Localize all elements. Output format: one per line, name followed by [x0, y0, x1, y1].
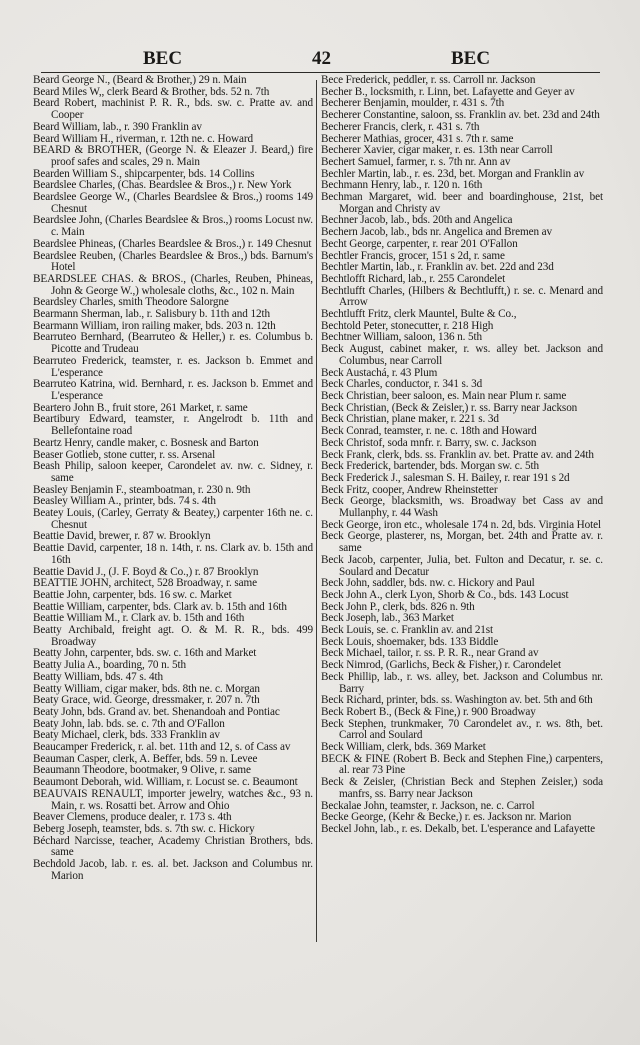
directory-entry: Beck Frederick J., salesman S. H. Bailey, r. rear 191 s 2d	[321, 471, 570, 484]
right-column	[321, 75, 603, 836]
directory-entry: Beaumann Theodore, bootmaker, 9 Olive, r. same	[33, 764, 251, 777]
directory-entry: Beck Robert B., (Beck & Fine,) r. 900 Broadway	[321, 705, 536, 718]
directory-entry: Beartero John B., fruit store, 261 Market, r. same	[33, 401, 248, 414]
directory-entry: Beck George, iron etc., wholesale 174 n. 2d, bds. Virginia Hotel	[321, 518, 602, 531]
directory-entry: Beaumont Deborah, wid. William, r. Locust se. c. Beaumont	[33, 776, 298, 789]
directory-entry: Becke George, (Kehr & Becke,) r. es. Jackson nr. Marion	[321, 811, 572, 824]
directory-entry: Bechtner William, saloon, 136 n. 5th	[321, 331, 483, 344]
directory-entry: Beardslee Phineas, (Charles Beardslee & Bros.,) r. 149 Chesnut	[33, 237, 312, 250]
directory-entry: Beck Phillip, lab., r. ws. alley, bet. Jackson and Columbus nr. Barry	[321, 670, 603, 695]
directory-entry: Bechert Samuel, farmer, r. s. 7th nr. Ann av	[321, 155, 511, 168]
directory-entry: Beattie David J., (J. F. Boyd & Co.,) r. 87 Brooklyn	[33, 565, 259, 578]
directory-entry: Beattie William M., r. Clark av. b. 15th and 16th	[33, 612, 245, 625]
directory-entry: Beardslee Charles, (Chas. Beardslee & Bros.,) r. New York	[33, 179, 292, 192]
page-header	[40, 48, 600, 72]
directory-entry: Bechtlufft Charles, (Hilbers & Bechtlufft,) r. se. c. Menard and Arrow	[321, 284, 603, 309]
directory-entry: Beartibury Edward, teamster, r. Angelrodt b. 11th and Bellefontaine road	[33, 413, 313, 438]
directory-entry: BEARD & BROTHER, (George N. & Eleazer J. Beard,) fire proof safes and scales, 29 n. Main	[33, 144, 313, 168]
directory-entry: Beck Frederick, bartender, bds. Morgan sw. c. 5th	[321, 460, 540, 473]
directory-entry: Beaser Gotlieb, stone cutter, r. ss. Arsenal	[33, 448, 216, 461]
directory-entry: Becherer Xavier, cigar maker, r. es. 13th near Carroll	[321, 144, 553, 157]
directory-entry: Beard Miles W,, clerk Beard & Brother, bds. 52 n. 7th	[33, 85, 270, 98]
directory-entry: Beck Nimrod, (Garlichs, Beck & Fisher,) r. Carondelet	[321, 659, 562, 672]
directory-entry: Bechtold Peter, stonecutter, r. 218 High	[321, 319, 494, 332]
directory-entry: Beck August, cabinet maker, r. ws. alley bet. Jackson and Columbus, near Carroll	[321, 343, 603, 367]
directory-entry: Beck Charles, conductor, r. 341 s. 3d	[321, 378, 483, 391]
directory-entry: Bechner Jacob, lab., bds. 20th and Angelica	[321, 214, 513, 227]
directory-entry: Becher B., locksmith, r. Linn, bet. Lafayette and Geyer av	[321, 85, 575, 98]
directory-entry: Bearruteo Katrina, wid. Bernhard, r. es. Jackson b. Emmet and L'esperance	[33, 378, 313, 402]
directory-entry: Bechtler Francis, grocer, 151 s 2d, r. same	[321, 249, 505, 262]
directory-entry: Beck Christof, soda mnfr. r. Barry, sw. c. Jackson	[321, 436, 537, 449]
directory-entry: Beck Joseph, lab., 363 Market	[321, 612, 454, 625]
directory-entry: Beard George N., (Beard & Brother,) 29 n. Main	[33, 74, 247, 86]
directory-entry: Beaucamper Frederick, r. al. bet. 11th and 12, s. of Cass av	[33, 741, 291, 754]
directory-entry: Beck William, clerk, bds. 369 Market	[321, 741, 486, 754]
directory-entry: Bearmann William, iron railing maker, bds. 203 n. 12th	[33, 319, 276, 332]
directory-entry: Beck Richard, printer, bds. ss. Washington av. bet. 5th and 6th	[321, 694, 593, 707]
directory-entry: Bearruteo Bernhard, (Bearruteo & Heller,) r. es. Columbus b. Picotte and Trudeau	[33, 331, 313, 356]
directory-entry: BEATTIE JOHN, architect, 528 Broadway, r. same	[33, 577, 257, 590]
directory-entry: Beck Conrad, teamster, r. ne. c. 18th and Howard	[321, 425, 537, 438]
directory-entry: BEARDSLEE CHAS. & BROS., (Charles, Reuben, Phineas, John & George W.,) wholesale cloths, &c., 102 n. Main	[33, 272, 313, 297]
directory-entry: Beck George, plasterer, ns, Morgan, bet. 24th and Pratte av. r. same	[321, 530, 603, 555]
directory-entry: Beaver Clemens, produce dealer, r. 173 s. 4th	[33, 811, 232, 824]
directory-entry: Bechtlufft Fritz, clerk Mauntel, Bulte & Co.,	[321, 308, 517, 321]
directory-entry: Becherer Francis, clerk, r. 431 s. 7th	[321, 120, 480, 133]
directory-entry: Bechdold Jacob, lab. r. es. al. bet. Jackson and Columbus nr. Marion	[33, 858, 313, 882]
directory-entry: Bearmann Sherman, lab., r. Salisbury b. 11th and 12th	[33, 308, 270, 321]
directory-entry: Beck Stephen, trunkmaker, 70 Carondelet av., r. ws. 8th, bet. Carrol and Soulard	[321, 717, 603, 742]
directory-entry: Beck John, saddler, bds. nw. c. Hickory and Paul	[321, 577, 535, 590]
directory-entry: Beattie David, brewer, r. 87 w. Brooklyn	[33, 530, 211, 543]
directory-entry: Beckalae John, teamster, r. Jackson, ne. c. Carrol	[321, 799, 535, 812]
directory-entry: Beaty Grace, wid. George, dressmaker, r. 207 n. 7th	[33, 694, 260, 707]
directory-entry: Beauman Casper, clerk, A. Beffer, bds. 59 n. Levee	[33, 752, 258, 765]
directory-entry: Beard William H., riverman, r. 12th ne. c. Howard	[33, 132, 253, 145]
directory-entry: Bechman Margaret, wid. beer and boardinghouse, 21st, bet Morgan and Christy av	[321, 191, 603, 215]
directory-entry: Beck George, blacksmith, ws. Broadway bet Cass av and Mullanphy, r. 44 Wash	[321, 495, 603, 520]
directory-entry: Beck Louis, shoemaker, bds. 133 Biddle	[321, 635, 499, 648]
directory-entry: Beck John A., clerk Lyon, Shorb & Co., bds. 143 Locust	[321, 588, 569, 601]
directory-entry: Beck Christian, (Beck & Zeisler,) r. ss. Barry near Jackson	[321, 401, 578, 414]
directory-entry: Beatty Archibald, freight agt. O. & M. R. R., bds. 499 Broadway	[33, 624, 313, 648]
directory-entry: Bechler Martin, lab., r. es. 23d, bet. Morgan and Franklin av	[321, 167, 585, 180]
directory-entry: Beard Robert, machinist P. R. R., bds. sw. c. Pratte av. and Cooper	[33, 97, 313, 122]
directory-entry: Beattie David, carpenter, 18 n. 14th, r. ns. Clark av. b. 15th and 16th	[33, 542, 313, 566]
directory-entry: Beatty William, bds. 47 s. 4th	[33, 670, 163, 683]
directory-entry: BEAUVAIS RENAULT, importer jewelry, watches &c., 93 n. Main, r. ws. Rosatti bet. Arrow and Ohio	[33, 787, 313, 812]
directory-entry: Beck Fritz, cooper, Andrew Rheinstetter	[321, 483, 498, 496]
directory-entry: Becherer Benjamin, moulder, r. 431 s. 7th	[321, 97, 505, 110]
directory-entry: Beardslee George W., (Charles Beardslee & Bros.,) rooms 149 Chesnut	[33, 191, 313, 215]
directory-entry: Beaty John, lab. bds. se. c. 7th and O'Fallon	[33, 717, 225, 730]
left-column	[33, 75, 313, 883]
directory-entry: Beck Louis, se. c. Franklin av. and 21st	[321, 624, 494, 637]
directory-entry: Beck Jacob, carpenter, Julia, bet. Fulton and Decatur, r. se. c. Soulard and Decatur	[321, 553, 603, 578]
left-guide-word: BEC	[143, 48, 183, 69]
directory-entry: Beartz Henry, candle maker, c. Bosnesk and Barton	[33, 436, 259, 449]
directory-entry: Beattie William, carpenter, bds. Clark av. b. 15th and 16th	[33, 600, 287, 613]
directory-entry: Beash Philip, saloon keeper, Carondelet av. nw. c. Sidney, r. same	[33, 460, 313, 484]
directory-entry: Beck Christian, plane maker, r. 221 s. 3d	[321, 413, 499, 426]
page-number: 42	[312, 48, 331, 69]
directory-entry: Bechern Jacob, lab., bds nr. Angelica and Bremen av	[321, 226, 553, 239]
directory-entry: Beatty William, cigar maker, bds. 8th ne. c. Morgan	[33, 682, 260, 695]
directory-entry: Beatty John, carpenter, bds. sw. c. 16th and Market	[33, 647, 257, 660]
directory-entry: Beck Austachá, r. 43 Plum	[321, 366, 438, 379]
directory-entry: Beck Michael, tailor, r. ss. P. R. R., near Grand av	[321, 647, 539, 660]
directory-entry: Beardsley Charles, smith Theodore Salorgne	[33, 296, 229, 309]
directory-entry: Beberg Joseph, teamster, bds. s. 7th sw. c. Hickory	[33, 823, 255, 835]
directory-entry: Becherer Constantine, saloon, ss. Franklin av. bet. 23d and 24th	[321, 109, 600, 122]
directory-entry: Beck John P., clerk, bds. 826 n. 9th	[321, 600, 475, 613]
directory-entry: Bechmann Henry, lab., r. 120 n. 16th	[321, 179, 483, 192]
column-divider	[316, 80, 317, 942]
directory-entry: Beaty Michael, clerk, bds. 333 Franklin av	[33, 729, 220, 742]
directory-entry: Bearden William S., shipcarpenter, bds. 14 Collins	[33, 167, 255, 180]
right-guide-word: BEC	[451, 48, 491, 69]
directory-entry: Becht George, carpenter, r. rear 201 O'Fallon	[321, 237, 518, 250]
directory-entry: Bechtlofft Richard, lab., r. 255 Carondelet	[321, 272, 506, 285]
directory-entry: Beck & Zeisler, (Christian Beck and Stephen Zeisler,) soda manfrs, ss. Barry near Jackson	[321, 776, 603, 800]
directory-entry: Béchard Narcisse, teacher, Academy Christian Brothers, bds. same	[33, 834, 313, 859]
directory-entry: Bece Frederick, peddler, r. ss. Carroll nr. Jackson	[321, 74, 536, 86]
directory-entry: Beckel John, lab., r. es. Dekalb, bet. L'esperance and Lafayette	[321, 823, 595, 835]
directory-entry: Beatey Louis, (Carley, Gerraty & Beatey,) carpenter 16th ne. c. Chesnut	[33, 507, 313, 531]
directory-entry: Bearruteo Frederick, teamster, r. es. Jackson b. Emmet and L'esperance	[33, 354, 313, 379]
directory-entry: BECK & FINE (Robert B. Beck and Stephen Fine,) carpenters, al. rear 73 Pine	[321, 752, 603, 777]
directory-entry: Beardslee John, (Charles Beardslee & Bros.,) rooms Locust nw. c. Main	[33, 214, 313, 239]
directory-entry: Beaty John, bds. Grand av. bet. Shenandoah and Pontiac	[33, 705, 280, 718]
directory-entry: Beasley William A., printer, bds. 74 s. 4th	[33, 495, 216, 508]
directory-entry: Becherer Mathias, grocer, 431 s. 7th r. same	[321, 132, 514, 145]
directory-entry: Beatty Julia A., boarding, 70 n. 5th	[33, 659, 187, 672]
header-rule	[41, 72, 600, 73]
directory-entry: Beck Christian, beer saloon, es. Main near Plum r. same	[321, 389, 567, 402]
directory-entry: Beattie John, carpenter, bds. 16 sw. c. Market	[33, 588, 232, 601]
directory-entry: Bechtler Martin, lab., r. Franklin av. bet. 22d and 23d	[321, 261, 554, 274]
directory-entry: Beardslee Reuben, (Charles Beardslee & Bros.,) bds. Barnum's Hotel	[33, 249, 313, 274]
directory-entry: Beck Frank, clerk, bds. ss. Franklin av. bet. Pratte av. and 24th	[321, 448, 594, 461]
directory-entry: Beard William, lab., r. 390 Franklin av	[33, 120, 202, 133]
directory-entry: Beasley Benjamin F., steamboatman, r. 230 n. 9th	[33, 483, 251, 496]
